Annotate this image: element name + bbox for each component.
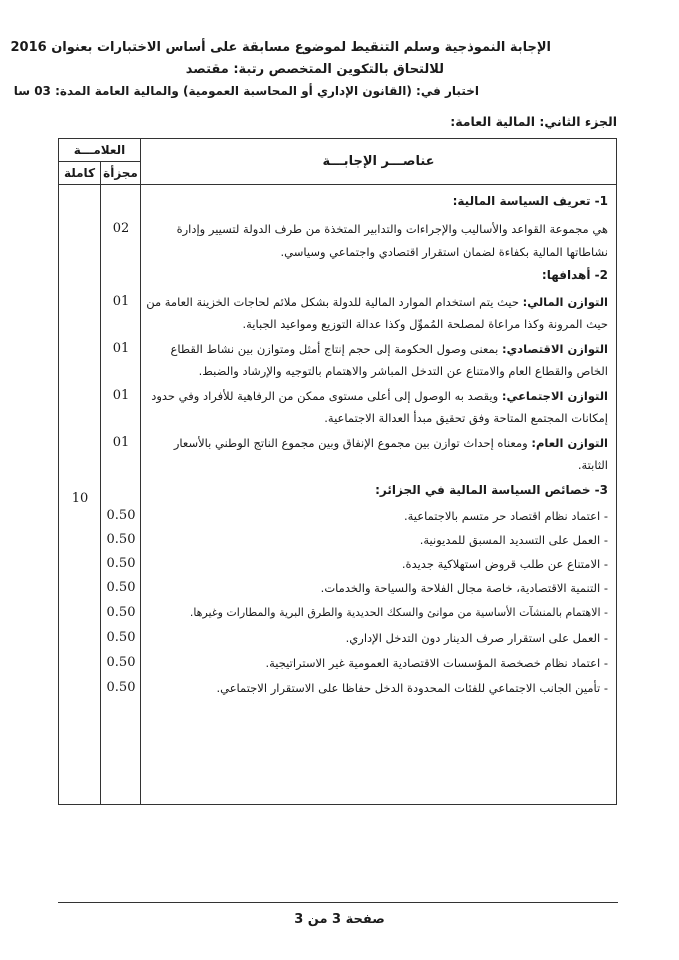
- item-1: - اعتماد نظام اقتصاد حر متسم بالاجتماعية.: [403, 509, 608, 523]
- partial-mark-header: مجزأة: [101, 162, 141, 185]
- goal-economic-term: التوازن الاقتصادي:: [502, 342, 608, 356]
- grade-header: العلامـــة: [59, 139, 141, 162]
- goal-financial-term: التوازن المالي:: [522, 295, 608, 309]
- full-mark-column: [59, 185, 101, 805]
- item-2: - العمل على التسديد المسبق للمديونية.: [419, 533, 608, 547]
- goal-social-line-2: إمكانات المجتمع المتاحة وفق تحقيق مبدأ العدالة الاجتماعية.: [324, 411, 608, 425]
- q1-line-1: هي مجموعة القواعد والأساليب والإجراءات والتدابير المتخذة من طرف الدولة لتسيير وإدارة: [176, 222, 608, 236]
- item-7: - اعتماد نظام خصخصة المؤسسات الاقتصادية العمومية غير الاستراتيجية.: [265, 656, 608, 670]
- goal-social-term: التوازن الاجتماعي:: [501, 389, 608, 403]
- answer-header: عناصـــر الإجابـــة: [141, 139, 617, 185]
- goal-economic-text: بمعنى وصول الحكومة إلى حجم إنتاج أمثل ومتوازن بين نشاط القطاع: [170, 342, 503, 356]
- goal-general-term: التوازن العام:: [531, 436, 608, 450]
- goal-economic-line-2: الخاص والقطاع العام والامتناع عن التدخل المباشر والاهتمام بالتوجيه والإرشاد والضبط.: [198, 364, 608, 378]
- item-4: - التنمية الاقتصادية، خاصة مجال الفلاحة والسياحة والخدمات.: [320, 581, 608, 595]
- mark-item-6: 0.50: [106, 630, 136, 645]
- mark-item-2: 0.50: [106, 532, 136, 547]
- mark-item-3: 0.50: [106, 556, 136, 571]
- full-mark-header: كاملة: [59, 162, 101, 185]
- mark-goal-general: 01: [112, 435, 130, 450]
- mark-item-5: 0.50: [106, 605, 136, 620]
- item-3: - الامتناع عن طلب قروض استهلاكية جديدة.: [401, 557, 608, 571]
- item-8: - تأمين الجانب الاجتماعي للفئات المحدودة الدخل حفاظا على الاستقرار الاجتماعي.: [216, 681, 608, 695]
- goal-social-text: ويقصد به الوصول إلى أعلى مستوى ممكن من الرفاهية للأفراد وفي حدود: [151, 389, 502, 403]
- partial-mark-column: [101, 185, 141, 805]
- goal-financial-text: حيث يتم استخدام الموارد المالية للدولة بشكل ملائم لحاجات الخزينة العامة من: [146, 295, 523, 309]
- item-6: - العمل على استقرار صرف الدينار دون التدخل الإداري.: [345, 631, 608, 645]
- header-line-1: الإجابة النموذجية وسلم التنقيط لموضوع مسابقة على أساس الاختبارات بعنوان 2016: [10, 40, 551, 55]
- goal-general-line-1: [174, 435, 608, 451]
- q3-title: 3- خصائص السياسة المالية في الجزائر:: [375, 483, 608, 497]
- mark-q1: 02: [112, 221, 130, 236]
- q1-line-2: نشاطاتها المالية بكفاءة لضمان استقرار اقتصادي واجتماعي وسياسي.: [280, 245, 608, 259]
- header-line-2: للالتحاق بالتكوين المتخصص رتبة: مقتصد: [185, 62, 444, 77]
- header-line-3: اختبار في: (القانون الإداري أو المحاسبة العمومية) والمالية العامة المدة: 03 سا: [13, 84, 479, 98]
- mark-item-8: 0.50: [106, 680, 136, 695]
- footer-divider: [58, 902, 618, 903]
- goal-general-text: ومعناه إحداث توازن بين مجموع الإنفاق وبين مجموع الناتج الوطني بالأسعار: [173, 436, 532, 450]
- goal-financial-line-1: [146, 294, 608, 310]
- answer-table: [58, 138, 617, 805]
- mark-item-1: 0.50: [106, 508, 136, 523]
- goal-social-line-1: [151, 388, 608, 404]
- mark-goal-social: 01: [112, 388, 130, 403]
- goal-economic-line-1: [171, 341, 608, 357]
- page-number: صفحة 3 من 3: [294, 912, 385, 927]
- goal-financial-line-2: حيث المرونة وكذا مراعاة لمصلحة المُموِّل وكذا عدالة التوزيع ومواعيد الجباية.: [242, 317, 608, 331]
- answer-column: [141, 185, 617, 805]
- item-5: - الاهتمام بالمنشآت الأساسية من موانئ والسكك الحديدية والطرق البرية والمطارات وغيرها.: [189, 606, 608, 619]
- q2-title: 2- أهدافها:: [541, 268, 608, 282]
- mark-item-4: 0.50: [106, 580, 136, 595]
- mark-item-7: 0.50: [106, 655, 136, 670]
- goal-general-line-2: الثابتة.: [577, 458, 608, 472]
- q1-title: 1- تعريف السياسة المالية:: [452, 194, 608, 208]
- section-title: الجزء الثاني: المالية العامة:: [450, 114, 617, 129]
- mark-goal-economic: 01: [112, 341, 130, 356]
- mark-goal-financial: 01: [112, 294, 130, 309]
- total-mark: 10: [71, 491, 89, 506]
